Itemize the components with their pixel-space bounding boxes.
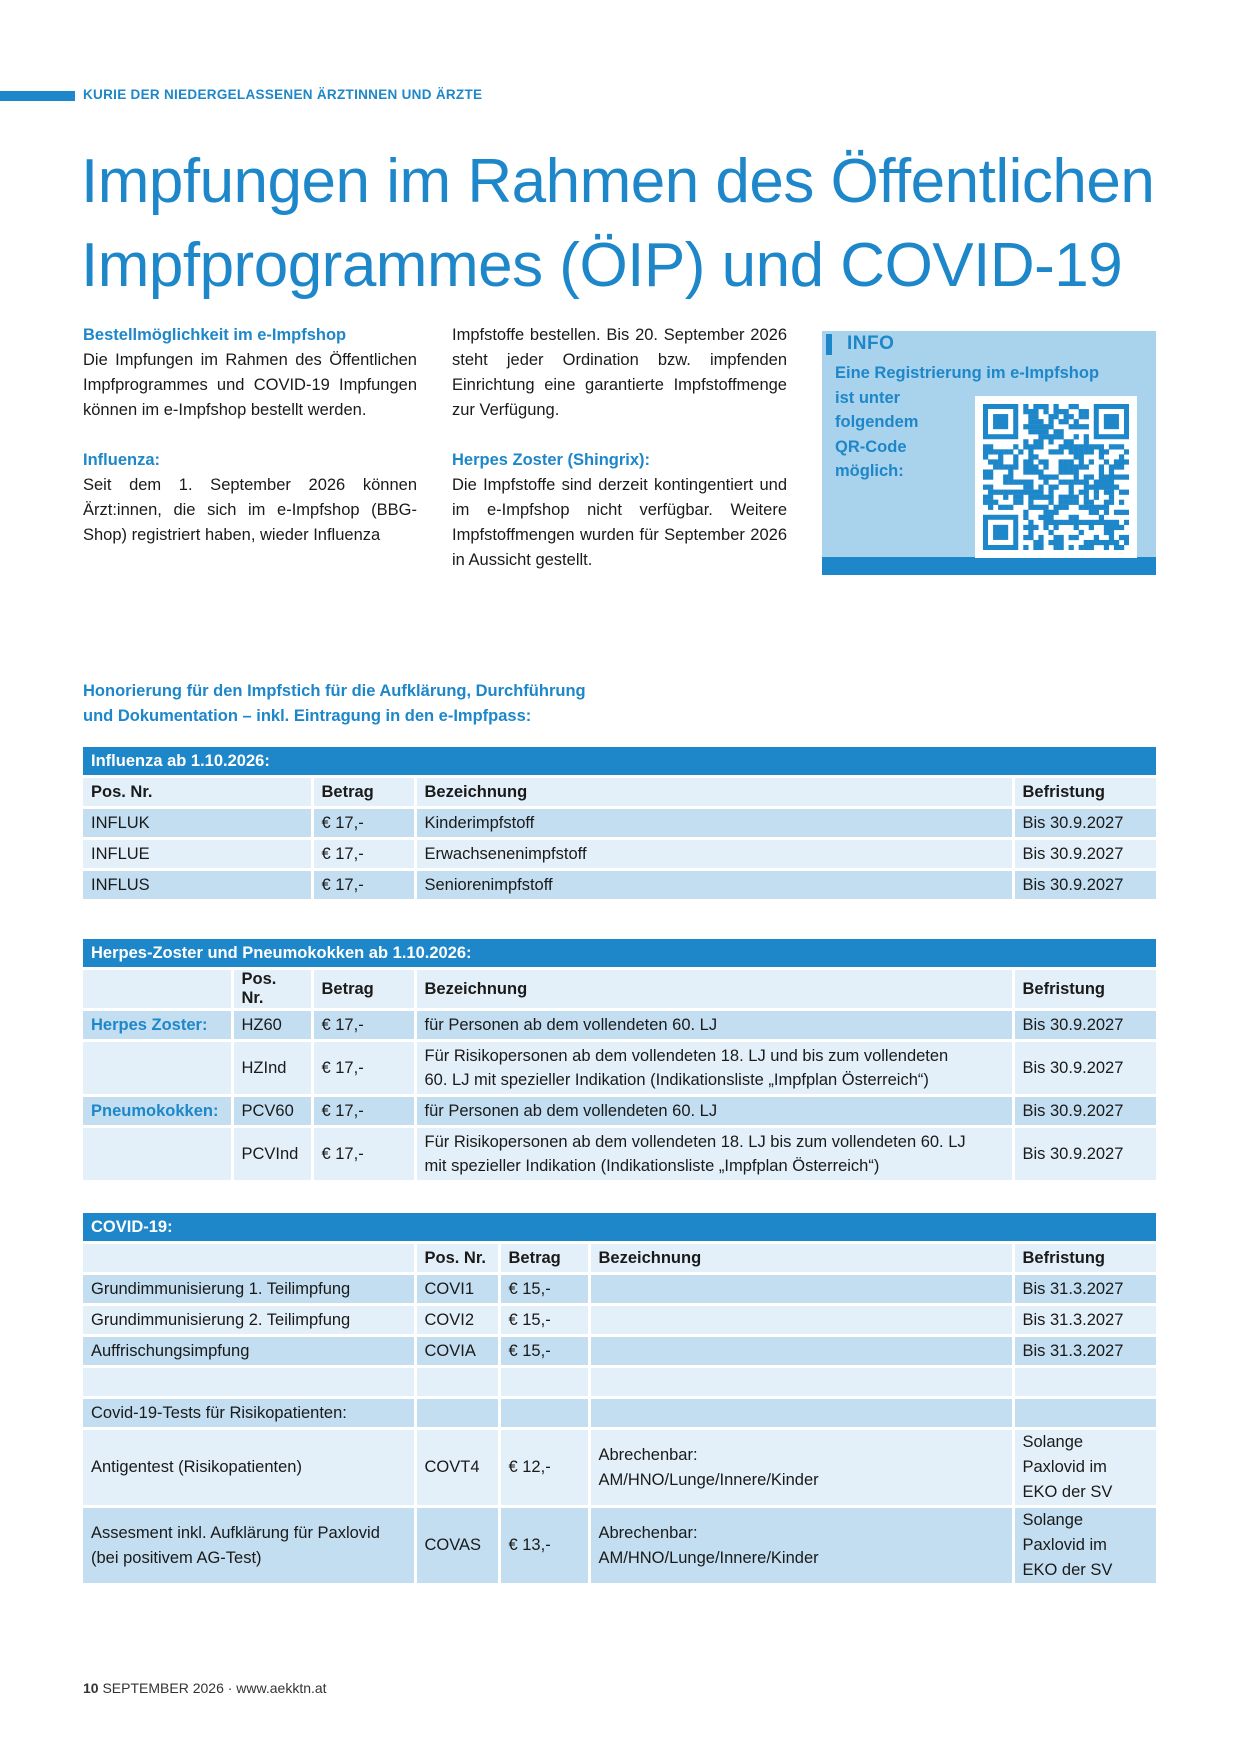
- amount: € 17,-: [312, 808, 415, 839]
- pos-nr: PCV60: [232, 1096, 312, 1127]
- service-name: [83, 1429, 415, 1507]
- description-line: 60. LJ mit spezieller Indikation (Indikationsliste „Impfplan Österreich“): [424, 1071, 929, 1089]
- table-row: [83, 839, 1156, 870]
- description: für Personen ab dem vollendeten 60. LJ: [415, 1010, 1013, 1041]
- section-label: KURIE DER NIEDERGELASSENEN ÄRZTINNEN UND ÄRZTE: [83, 87, 483, 102]
- table-row-empty: [83, 1367, 1156, 1398]
- service-name: [83, 1507, 415, 1585]
- validity: Bis 31.3.2027: [1013, 1305, 1156, 1336]
- order-heading: Bestellmöglichkeit im e-Impfshop: [83, 326, 347, 344]
- column-header: Befristung: [1013, 777, 1156, 808]
- validity: Bis 31.3.2027: [1013, 1336, 1156, 1367]
- validity: [1013, 1429, 1156, 1507]
- table-row: [83, 1336, 1156, 1367]
- pos-nr: COVI1: [415, 1274, 499, 1305]
- description: [589, 1305, 1013, 1336]
- description-line: mit spezieller Indikation (Indikationsliste „Impfplan Österreich“): [424, 1157, 880, 1175]
- influenza-text: Seit dem 1. September 2026 können Ärzt:innen, die sich im e-Impfshop (BBG-Shop) registriert haben, wieder Influenza: [83, 476, 417, 544]
- column-header: Pos. Nr.: [232, 969, 312, 1010]
- title-line-1: Impfungen im Rahmen des Öffentlichen: [81, 147, 1155, 216]
- service-name-line: (bei positivem AG-Test): [91, 1548, 262, 1567]
- honorierung-heading: [83, 679, 586, 729]
- validity-line: EKO der SV: [1022, 1483, 1113, 1501]
- title-line-2: Impfprogrammes (ÖIP) und COVID-19: [81, 231, 1123, 300]
- footer-text: SEPTEMBER 2026 · www.aekktn.at: [102, 1680, 327, 1696]
- description-line: AM/HNO/Lunge/Innere/Kinder: [598, 1470, 819, 1489]
- amount: € 15,-: [499, 1305, 589, 1336]
- table-row: [83, 1429, 1156, 1507]
- amount: € 17,-: [312, 1010, 415, 1041]
- validity: Bis 30.9.2027: [1013, 1127, 1156, 1182]
- column-header: Befristung: [1013, 969, 1156, 1010]
- table-row: [83, 1096, 1156, 1127]
- service-name: Auffrischungsimpfung: [83, 1336, 415, 1367]
- influenza-table: [83, 747, 1156, 902]
- service-name: Grundimmunisierung 1. Teilimpfung: [83, 1274, 415, 1305]
- validity-line: EKO der SV: [1022, 1561, 1113, 1579]
- group-label: [83, 1127, 232, 1182]
- intro-column-1: [83, 323, 417, 548]
- table-row: [83, 1010, 1156, 1041]
- description-line: Für Risikopersonen ab dem vollendeten 18. LJ und bis zum vollendeten: [424, 1047, 949, 1065]
- column-header: Bezeichnung: [589, 1243, 1013, 1274]
- validity-line: Paxlovid im: [1022, 1458, 1107, 1476]
- column-header: Betrag: [499, 1243, 589, 1274]
- pos-nr: HZInd: [232, 1041, 312, 1096]
- validity-line: Solange: [1022, 1511, 1084, 1529]
- description-line: Für Risikopersonen ab dem vollendeten 18. LJ bis zum vollendeten 60. LJ: [424, 1133, 966, 1151]
- validity: Bis 30.9.2027: [1013, 870, 1156, 901]
- section-marker: [0, 91, 75, 101]
- validity-line: Solange: [1022, 1433, 1084, 1451]
- description: [589, 1274, 1013, 1305]
- table-row: [83, 1127, 1156, 1182]
- herpes-heading: Herpes Zoster (Shingrix):: [452, 451, 651, 469]
- service-name-line: Antigentest (Risikopatienten): [91, 1458, 302, 1476]
- column-header: Betrag: [312, 969, 415, 1010]
- info-marker: [826, 334, 832, 355]
- page-number: 10: [83, 1680, 99, 1696]
- covid-table: [83, 1213, 1156, 1586]
- validity-line: Paxlovid im: [1022, 1536, 1107, 1554]
- description-line: AM/HNO/Lunge/Innere/Kinder: [598, 1548, 819, 1567]
- amount: € 17,-: [312, 1041, 415, 1096]
- table-caption: Herpes-Zoster und Pneumokokken ab 1.10.2026:: [83, 939, 1156, 969]
- description-line: Abrechenbar:: [598, 1445, 698, 1464]
- column-header: Betrag: [312, 777, 415, 808]
- amount: € 15,-: [499, 1274, 589, 1305]
- description: [589, 1336, 1013, 1367]
- amount: € 17,-: [312, 839, 415, 870]
- info-title: INFO: [847, 333, 895, 354]
- info-line-3: folgendem: [835, 413, 919, 431]
- service-name-line: Assesment inkl. Aufklärung für Paxlovid: [91, 1523, 380, 1542]
- column-header: Befristung: [1013, 1243, 1156, 1274]
- herpes-text: Die Impfstoffe sind derzeit kontingentiert und im e-Impfshop nicht verfügbar. Weitere Impfstoffmengen wurden für September 2026 in Aussicht gestellt.: [452, 476, 787, 569]
- description: [589, 1429, 1013, 1507]
- validity: Bis 30.9.2027: [1013, 839, 1156, 870]
- pos-nr: COVIA: [415, 1336, 499, 1367]
- pos-nr: COVI2: [415, 1305, 499, 1336]
- description: [415, 1127, 1013, 1182]
- description: Kinderimpfstoff: [415, 808, 1013, 839]
- amount: € 17,-: [312, 1127, 415, 1182]
- info-line-4: QR-Code: [835, 437, 907, 456]
- page-title: [81, 140, 1201, 308]
- column-header: Bezeichnung: [415, 969, 1013, 1010]
- info-box-footer-bar: [822, 557, 1156, 575]
- amount: € 15,-: [499, 1336, 589, 1367]
- honorierung-line-1: Honorierung für den Impfstich für die Aufklärung, Durchführung: [83, 682, 586, 700]
- intro-column-2: [452, 323, 787, 573]
- group-label: Pneumokokken:: [83, 1096, 232, 1127]
- validity: Bis 31.3.2027: [1013, 1274, 1156, 1305]
- description: Seniorenimpfstoff: [415, 870, 1013, 901]
- pos-nr: INFLUK: [83, 808, 312, 839]
- influenza-heading: Influenza:: [83, 451, 160, 469]
- amount: € 17,-: [312, 870, 415, 901]
- table-row: [83, 1305, 1156, 1336]
- pos-nr: HZ60: [232, 1010, 312, 1041]
- page-footer: [83, 1680, 327, 1696]
- pos-nr: COVT4: [415, 1429, 499, 1507]
- influenza-text-continued: Impfstoffe bestellen. Bis 20. September 2026 steht jeder Ordination bzw. impfenden Einrichtung eine garantierte Impfstoffmenge zur Verfügung.: [452, 326, 787, 419]
- description: [415, 1041, 1013, 1096]
- column-header: [83, 1243, 415, 1274]
- validity: Bis 30.9.2027: [1013, 1096, 1156, 1127]
- honorierung-line-2: und Dokumentation – inkl. Eintragung in den e-Impfpass:: [83, 707, 532, 725]
- validity: Bis 30.9.2027: [1013, 808, 1156, 839]
- info-line-5: möglich:: [835, 462, 904, 480]
- column-header: Pos. Nr.: [415, 1243, 499, 1274]
- validity: [1013, 1507, 1156, 1585]
- validity: Bis 30.9.2027: [1013, 1041, 1156, 1096]
- table-row: [83, 808, 1156, 839]
- table-caption: Influenza ab 1.10.2026:: [83, 747, 1156, 777]
- table-row: [83, 1398, 1156, 1429]
- pos-nr: INFLUS: [83, 870, 312, 901]
- table-row: [83, 1041, 1156, 1096]
- validity: Bis 30.9.2027: [1013, 1010, 1156, 1041]
- description-line: Abrechenbar:: [598, 1523, 698, 1542]
- amount: € 12,-: [499, 1429, 589, 1507]
- column-header: [83, 969, 232, 1010]
- table-row: [83, 870, 1156, 901]
- column-header: Pos. Nr.: [83, 777, 312, 808]
- column-header: Bezeichnung: [415, 777, 1013, 808]
- description: für Personen ab dem vollendeten 60. LJ: [415, 1096, 1013, 1127]
- info-line-1: Eine Registrierung im e-Impfshop: [835, 364, 1100, 382]
- group-label: Herpes Zoster:: [83, 1010, 232, 1041]
- tests-label: Covid-19-Tests für Risikopatienten:: [83, 1398, 415, 1429]
- pos-nr: INFLUE: [83, 839, 312, 870]
- group-label: [83, 1041, 232, 1096]
- service-name: Grundimmunisierung 2. Teilimpfung: [83, 1305, 415, 1336]
- amount: € 13,-: [499, 1507, 589, 1585]
- table-row: [83, 1507, 1156, 1585]
- order-text: Die Impfungen im Rahmen des Öffentlichen Impfprogrammes und COVID-19 Impfungen können im e-Impfshop bestellt werden.: [83, 351, 417, 419]
- description: [589, 1507, 1013, 1585]
- pos-nr: COVAS: [415, 1507, 499, 1585]
- info-line-2: ist unter: [835, 388, 901, 407]
- pos-nr: PCVInd: [232, 1127, 312, 1182]
- amount: € 17,-: [312, 1096, 415, 1127]
- table-caption: COVID-19:: [83, 1213, 1156, 1243]
- table-row: [83, 1274, 1156, 1305]
- qr-code-icon[interactable]: [975, 396, 1137, 558]
- herpes-pneumo-table: [83, 939, 1156, 1183]
- description: Erwachsenenimpfstoff: [415, 839, 1013, 870]
